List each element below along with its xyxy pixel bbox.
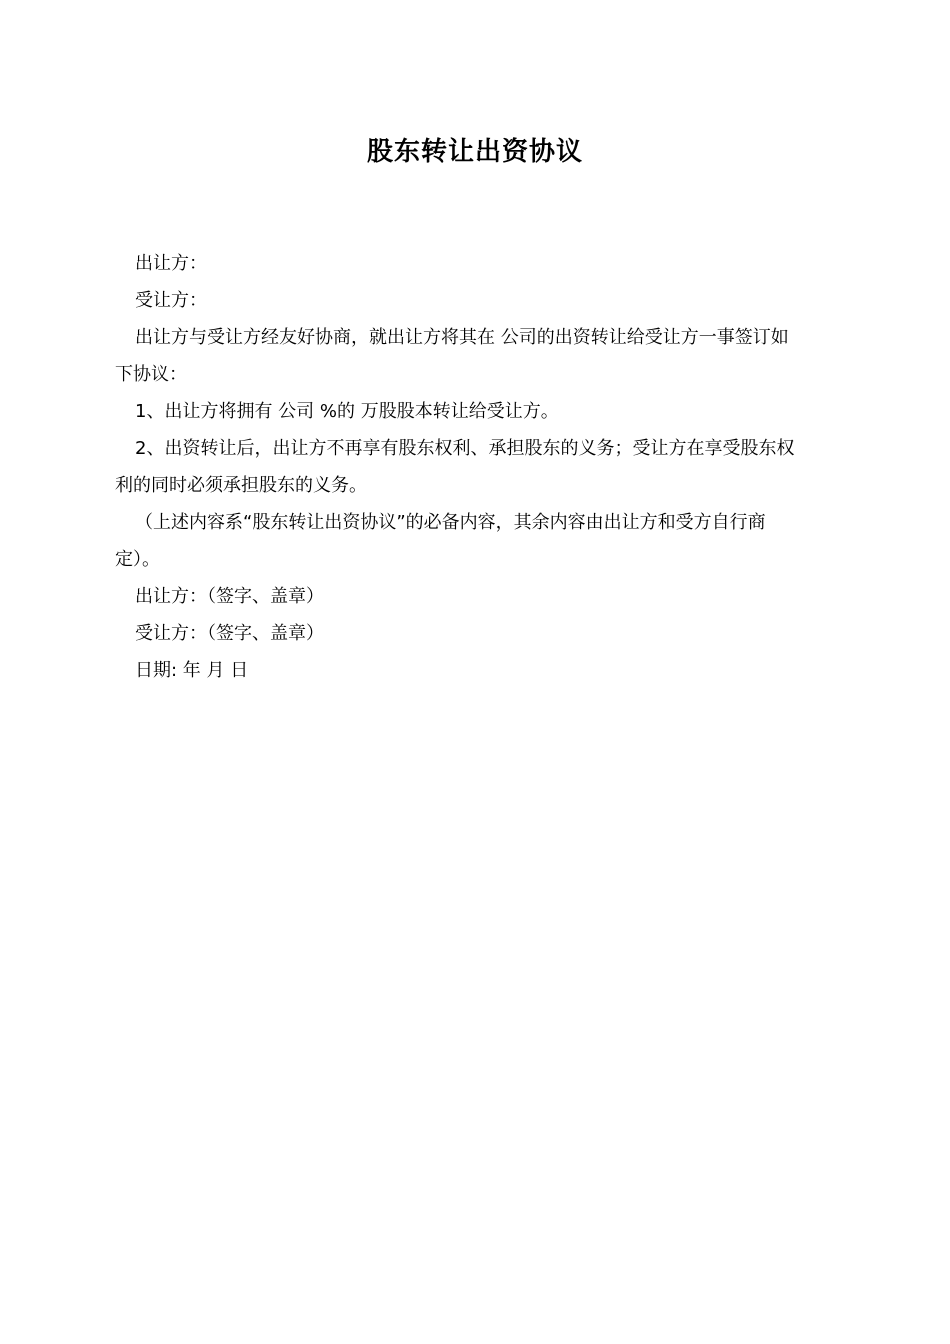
document-title: 股东转让出资协议: [366, 137, 583, 167]
document-body: [115, 245, 835, 689]
transferee-signature-line: 受让方：（签字、盖章）: [135, 623, 324, 644]
note-line-2: 定）。: [115, 549, 160, 570]
transferor-line: 出让方：: [135, 253, 207, 274]
note-line-1: （上述内容系“股东转让出资协议”的必备内容，其余内容由出让方和受方自行商: [135, 512, 766, 533]
intro-paragraph-line-2: 下协议：: [115, 364, 187, 385]
clause-1: 1、出让方将拥有 公司 %的 万股股本转让给受让方。: [135, 401, 559, 422]
clause-2-line-1: 2、出资转让后，出让方不再享有股东权利、承担股东的义务；受让方在享受股东权: [135, 438, 795, 459]
intro-paragraph-line-1: 出让方与受让方经友好协商，就出让方将其在 公司的出资转让给受让方一事签订如: [135, 327, 789, 348]
transferor-signature-line: 出让方：（签字、盖章）: [135, 586, 324, 607]
clause-2-line-2: 利的同时必须承担股东的义务。: [115, 475, 367, 496]
transferee-line: 受让方：: [135, 290, 207, 311]
date-line: 日期: 年 月 日: [135, 660, 249, 681]
